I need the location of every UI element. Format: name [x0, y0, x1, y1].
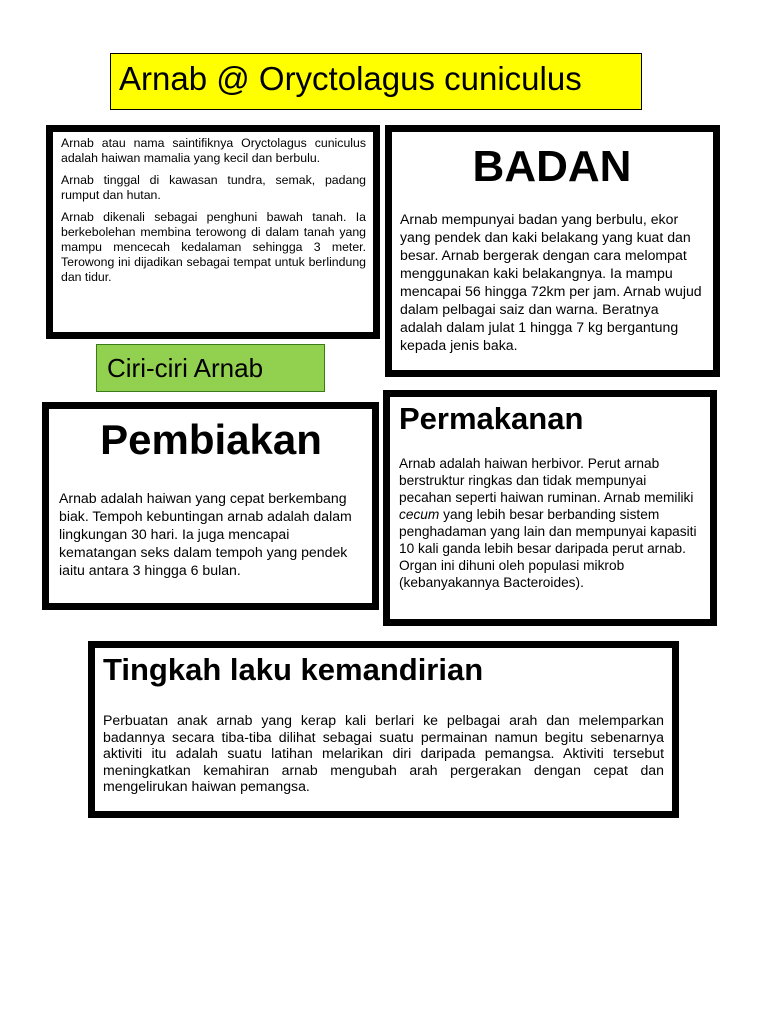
tingkah-box [88, 641, 679, 818]
pembiakan-box [42, 402, 379, 610]
badan-box [385, 125, 720, 377]
intro-box [46, 125, 380, 339]
badan-heading: BADAN [472, 142, 632, 191]
pembiakan-text: Arnab adalah haiwan yang cepat berkembang biak. Tempoh kebuntingan arnab adalah dalam lingkungan 30 hari. Ia juga mencapai kematangan seks dalam tempoh yang pendek iaitu antara 3 hingga 6 bulan. [59, 490, 352, 578]
permakanan-heading: Permakanan [399, 401, 584, 436]
permakanan-box [383, 390, 717, 626]
page-title: Arnab @ Oryctolagus cuniculus [119, 60, 582, 97]
intro-paragraph: Arnab dikenali sebagai penghuni bawah tanah. Ia berkebolehan membina terowong di dalam tanah yang mampu mencecah kedalaman sehingga 3 meter. Terowong ini dijadikan sebagai tempat untuk berlindung dan tidur. [61, 210, 366, 284]
ciri-label: Ciri-ciri Arnab [107, 353, 264, 383]
pembiakan-heading: Pembiakan [100, 416, 322, 463]
tingkah-text: Perbuatan anak arnab yang kerap kali berlari ke pelbagai arah dan melemparkan badannya secara tiba-tiba dilihat sebagai suatu permainan namun begitu sebenarnya aktiviti itu adalah suatu latihan melarikan diri daripada pemangsa. Aktiviti tersebut meningkatkan kemahiran arnab mengubah arah pergerakan dengan cepat dan mengelirukan haiwan pemangsa. [103, 712, 664, 795]
permakanan-text-part: Arnab adalah haiwan herbivor. Perut arnab berstruktur ringkas dan tidak mempunyai pecahan seperti haiwan ruminan. Arnab memiliki [399, 456, 694, 505]
badan-text: Arnab mempunyai badan yang berbulu, ekor yang pendek dan kaki belakang yang kuat dan besar. Arnab bergerak dengan cara melompat menggunakan kaki belakangnya. Ia mampu mencapai 56 hingga 72km per jam. Arnab wujud dalam pelbagai saiz dan warna. Beratnya adalah dalam julat 1 hingga 7 kg bergantung kepada jenis baka. [400, 211, 702, 353]
ciri-label-box [96, 344, 325, 392]
permakanan-text [399, 455, 702, 591]
tingkah-heading: Tingkah laku kemandirian [103, 652, 484, 687]
intro-paragraph: Arnab atau nama saintifiknya Oryctolagus cuniculus adalah haiwan mamalia yang kecil dan berbulu. [61, 136, 366, 165]
intro-paragraph: Arnab tinggal di kawasan tundra, semak, padang rumput dan hutan. [61, 173, 366, 202]
cecum-term: cecum [399, 507, 440, 522]
permakanan-text-part: yang lebih besar berbanding sistem penghadaman yang lain dan mempunyai kapasiti 10 kali ganda lebih besar daripada perut arnab. Organ ini dihuni oleh populasi mikrob (kebanyakannya Bacteroides). [399, 507, 697, 590]
title-box [110, 53, 642, 110]
